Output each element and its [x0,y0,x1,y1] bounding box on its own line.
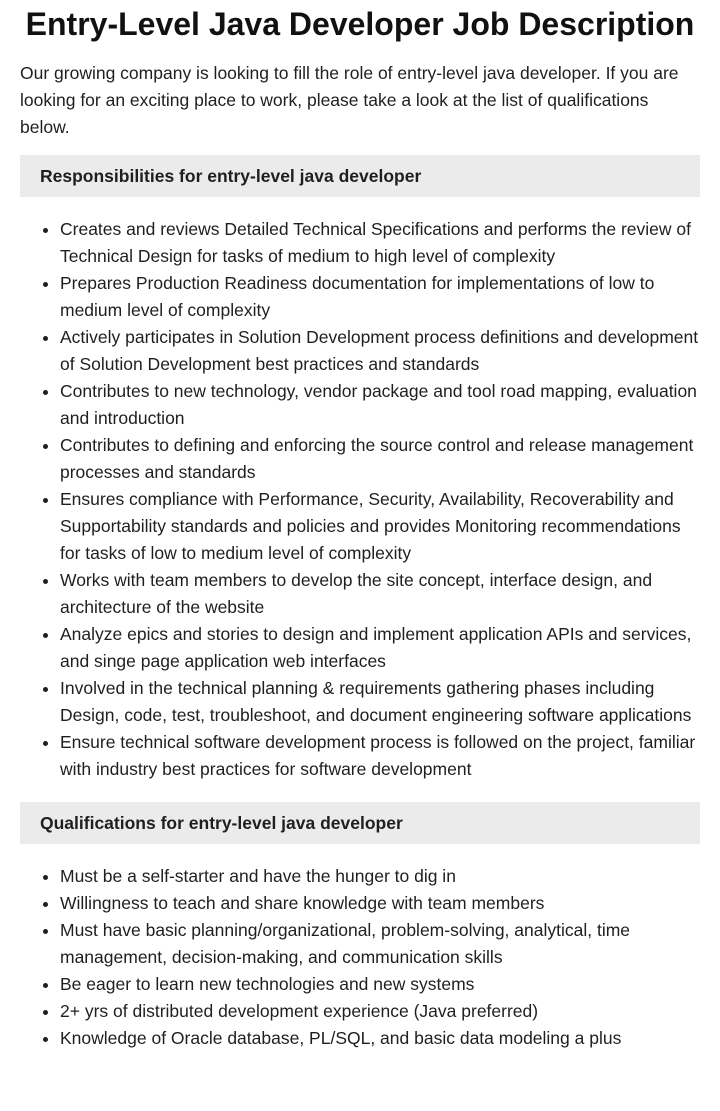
list-item: • Knowledge of Oracle database, PL/SQL, and basic data modeling a plus [60,1025,700,1052]
list-item: • Prepares Production Readiness documentation for implementations of low to medium level of complexity [60,270,700,324]
qualifications-list [20,863,700,1052]
responsibilities-list [20,216,700,783]
list-item: • Be eager to learn new technologies and new systems [60,971,700,998]
list-item: • Actively participates in Solution Development process definitions and development of Solution Development best practices and standards [60,324,700,378]
list-item: • Involved in the technical planning & requirements gathering phases including Design, code, test, troubleshoot, and document engineering software applications [60,675,700,729]
responsibilities-heading: Responsibilities for entry-level java developer [20,155,700,197]
list-item: • Analyze epics and stories to design and implement application APIs and services, and singe page application web interfaces [60,621,700,675]
list-item: • Ensures compliance with Performance, Security, Availability, Recoverability and Supportability standards and policies and provides Monitoring recommendations for tasks of low to medium level of complexity [60,486,700,567]
list-item: • Works with team members to develop the site concept, interface design, and architecture of the website [60,567,700,621]
list-item: • Must be a self-starter and have the hunger to dig in [60,863,700,890]
qualifications-heading: Qualifications for entry-level java developer [20,802,700,844]
list-item: • Contributes to defining and enforcing the source control and release management processes and standards [60,432,700,486]
list-item: • Contributes to new technology, vendor package and tool road mapping, evaluation and introduction [60,378,700,432]
list-item: • Willingness to teach and share knowledge with team members [60,890,700,917]
list-item: • 2+ yrs of distributed development experience (Java preferred) [60,998,700,1025]
list-item: • Must have basic planning/organizational, problem-solving, analytical, time management, decision-making, and communication skills [60,917,700,971]
list-item: • Ensure technical software development process is followed on the project, familiar with industry best practices for software development [60,729,700,783]
list-item: • Creates and reviews Detailed Technical Specifications and performs the review of Technical Design for tasks of medium to high level of complexity [60,216,700,270]
page-title: Entry-Level Java Developer Job Description [25,6,695,42]
intro-paragraph: Our growing company is looking to fill the role of entry-level java developer. If you are looking for an exciting place to work, please take a look at the list of qualifications below. [20,63,679,137]
